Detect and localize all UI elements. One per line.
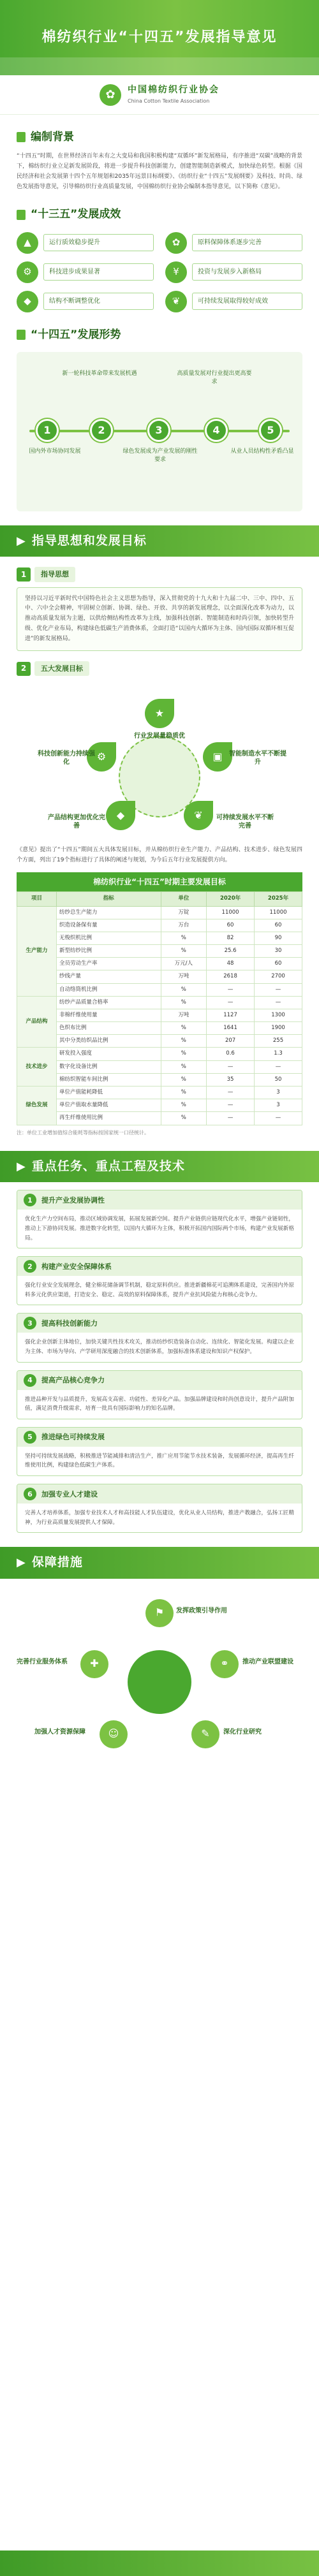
- table-cell: 万吨: [161, 1009, 207, 1021]
- goal-leaf-icon: ◆: [106, 801, 135, 830]
- cotton-logo-icon: ✿: [100, 84, 121, 106]
- arrow-icon: ▶: [17, 1159, 26, 1173]
- trend-text: 高质量发展对行业提出更高要求: [177, 370, 252, 385]
- table-header-cell: 指标: [57, 892, 161, 906]
- table-cell: —: [255, 996, 302, 1009]
- task-text: 优化生产力空间布局，推动区域协调发展，拓展发展新空间。提升产业链供应链现代化水平，增强产业链韧性，推动上下游协同发展。推进数字化转型，以国内大循环为主体，积极开拓国内国际两个市场，构建产业发展新格局。: [25, 1216, 294, 1241]
- task-card: [17, 1427, 302, 1476]
- goal-note-section: [0, 845, 319, 866]
- guiding-chip: [17, 567, 75, 582]
- goal-text: 行业发展量稳质优: [134, 733, 185, 740]
- table-cell: 255: [255, 1035, 302, 1048]
- task-text: 推进品种开发与品质提升，发展高支高密、功能性、差异化产品。加强品牌建设和时尚创意设计，提升产品附加值，满足消费升级需求，培育一批具有国际影响力的知名品牌。: [25, 1396, 294, 1412]
- page-title: 棉纺织行业“十四五”发展指导意见: [41, 29, 278, 45]
- goal-text: 科技创新能力持续强化: [38, 750, 95, 766]
- goal-leaf-icon: ❦: [184, 801, 213, 830]
- table-cell: 25.6: [207, 945, 255, 958]
- guiding-band: [0, 525, 319, 557]
- achievement-item: [17, 291, 154, 312]
- achievements-section: [0, 206, 319, 223]
- goals-diagram: [17, 686, 302, 845]
- goal-text: 产品结构更加优化完善: [48, 814, 105, 830]
- table-cell: 1300: [255, 1009, 302, 1021]
- table-cell: 11000: [207, 906, 255, 919]
- table-cell: 60: [255, 919, 302, 932]
- task-number: 4: [24, 1374, 36, 1387]
- table-cell: 纺纱总生产能力: [57, 906, 161, 919]
- table-cell: 1641: [207, 1022, 255, 1035]
- leaf-icon: ❦: [165, 291, 187, 312]
- task-title: 提高产品核心竞争力: [41, 1376, 105, 1385]
- table-cell: 棉纺织智能车间比例: [57, 1073, 161, 1086]
- table-row: [17, 996, 302, 1009]
- table-cell: 207: [207, 1035, 255, 1048]
- table-cell: 万吨: [161, 970, 207, 983]
- table-cell: 无梭织机比例: [57, 932, 161, 944]
- table-cell: 全员劳动生产率: [57, 958, 161, 970]
- table-row: [17, 1073, 302, 1086]
- goal-text: 可持续发展水平不断完善: [216, 814, 274, 830]
- measures-diagram: [17, 1586, 302, 1778]
- measure-icon: ⚑: [145, 1599, 174, 1627]
- task-text: 完善人才培养体系，加强专业技术人才和高技能人才队伍建设，优化从业人员结构，推进产教融合，弘扬工匠精神，为行业高质量发展提供人才保障。: [25, 1510, 294, 1526]
- table-title: 棉纺织行业“十四五”时期主要发展目标: [17, 872, 302, 892]
- achievement-item: [165, 291, 302, 312]
- table-cell: 11000: [255, 906, 302, 919]
- table-cell: 2618: [207, 970, 255, 983]
- section-title: [17, 129, 302, 145]
- arrow-icon: ▶: [17, 1556, 26, 1570]
- achievement-label: 运行质效稳步提升: [43, 234, 154, 252]
- coin-icon: ¥: [165, 261, 187, 283]
- table-header-cell: 2025年: [255, 892, 302, 906]
- table-cell: —: [207, 1099, 255, 1112]
- logo-cn: 中国棉纺织行业协会: [128, 85, 219, 96]
- table-row: [17, 945, 302, 958]
- table-row: [17, 919, 302, 932]
- achievement-label: 投资与发展步入新格局: [192, 263, 302, 281]
- table-cell: %: [161, 1048, 207, 1060]
- trend-node: 1: [36, 419, 59, 442]
- task-header: [17, 1371, 302, 1390]
- structure-icon: ◆: [17, 291, 38, 312]
- table-cell: %: [161, 1060, 207, 1073]
- task-number: 5: [24, 1431, 36, 1444]
- trend-text: 国内外市场协同发展: [29, 448, 81, 455]
- table-cell: 3: [255, 1086, 302, 1099]
- table-row: [17, 1060, 302, 1073]
- measures-band: [0, 1547, 319, 1578]
- measures-center-circle: [128, 1650, 191, 1714]
- measure-text: 深化行业研究: [223, 1728, 262, 1736]
- gear-icon: ⚙: [17, 261, 38, 283]
- chart-icon: ▲: [17, 232, 38, 254]
- task-card: [17, 1256, 302, 1305]
- task-number: 2: [24, 1260, 36, 1273]
- hero-banner: [0, 0, 319, 75]
- table-cell: 色织布比例: [57, 1022, 161, 1035]
- guiding-text: 坚持以习近平新时代中国特色社会主义思想为指导，深入贯彻党的十九大和十九届二中、三中、四中、五中、六中全会精神，牢固树立创新、协调、绿色、开放、共享的新发展理念，以全面深化改革为动力，以推动高质量发展为主题，以供给侧结构性改革为主线，加强科技创新、智能制造和时尚引领，加快转型升级、优化产业布局，构建绿色低碳生产消费体系，全面打造“以国内大循环为主体、国内国际双循环相互促进”的新发展格局。: [25, 595, 294, 642]
- kpi-table: [17, 891, 302, 1125]
- table-cell: %: [161, 945, 207, 958]
- task-title: 构建产业安全保障体系: [41, 1262, 112, 1271]
- logo-en: China Cotton Textile Association: [128, 98, 210, 105]
- table-cell: 50: [255, 1073, 302, 1086]
- trend-text: 从业人员结构性矛盾凸显: [230, 448, 294, 455]
- measure-text: 推动产业联盟建设: [242, 1658, 293, 1665]
- table-cell: %: [161, 1035, 207, 1048]
- table-cell: 0.6: [207, 1048, 255, 1060]
- table-row: [17, 932, 302, 944]
- table-cell: —: [255, 983, 302, 996]
- measure-icon: ✎: [191, 1720, 219, 1748]
- table-row: [17, 1048, 302, 1060]
- table-row: [17, 1035, 302, 1048]
- task-number: 6: [24, 1488, 36, 1500]
- chip-label: 指导思想: [34, 567, 75, 582]
- goal-text: 智能制造水平不断提升: [229, 750, 286, 766]
- trend-text: 新一轮科技革命带来发展机遇: [62, 370, 137, 377]
- goal-leaf-icon: ★: [145, 699, 174, 728]
- task-title: 提升产业发展协调性: [41, 1196, 105, 1204]
- trends-title: “十四五”发展形势: [31, 328, 121, 341]
- achievement-label: 科技进步成果显著: [43, 263, 154, 281]
- table-cell: 82: [207, 932, 255, 944]
- measures-band-title: 保障措施: [31, 1555, 83, 1570]
- table-cell: %: [161, 1112, 207, 1125]
- logo-text: [128, 84, 219, 105]
- goals-chip: [17, 661, 89, 676]
- table-row: [17, 1099, 302, 1112]
- cotton-icon: ✿: [165, 232, 187, 254]
- table-cell: %: [161, 983, 207, 996]
- title-bar-icon: [17, 210, 26, 220]
- table-row: [17, 958, 302, 970]
- table-cell: 2700: [255, 970, 302, 983]
- task-number: 3: [24, 1317, 36, 1329]
- table-note: 注：单位工业增加值综合能耗等指标按国家统一口径统计。: [17, 1129, 149, 1136]
- table-cell: —: [207, 1112, 255, 1125]
- task-title: 提高科技创新能力: [41, 1319, 98, 1328]
- table-category-cell: 技术进步: [17, 1048, 57, 1087]
- measure-icon: ✚: [80, 1650, 108, 1678]
- table-cell: 自动络筒机比例: [57, 983, 161, 996]
- measure-text: 发挥政策引导作用: [176, 1607, 227, 1614]
- task-header: [17, 1257, 302, 1276]
- table-cell: 非棉纤维使用量: [57, 1009, 161, 1021]
- section-title: [17, 206, 302, 223]
- measure-icon: ☺: [100, 1720, 128, 1748]
- table-category-cell: 产品结构: [17, 996, 57, 1048]
- table-row: [17, 906, 302, 919]
- task-card: [17, 1484, 302, 1533]
- table-cell: %: [161, 1022, 207, 1035]
- task-card: [17, 1370, 302, 1419]
- goal-leaf-icon: ⚙: [87, 742, 116, 772]
- table-category-cell: 绿色发展: [17, 1086, 57, 1125]
- table-row: [17, 1009, 302, 1021]
- title-bar-icon: [17, 330, 26, 340]
- achievement-label: 结构不断调整优化: [43, 293, 154, 311]
- task-header: [17, 1190, 302, 1210]
- table-cell: 万台: [161, 919, 207, 932]
- table-cell: 1900: [255, 1022, 302, 1035]
- trends-timeline: [17, 352, 302, 511]
- footer-band: [0, 2550, 319, 2576]
- goal-note: 《意见》提出了“十四五”期间五大具体发展目标，并从棉纺织行业生产能力、产品结构、技术进步、绿色发展四个方面，列出了19个指标进行了具体的阐述与规划，为今后五年行业发展提供方向。: [17, 847, 302, 864]
- table-cell: —: [207, 1086, 255, 1099]
- trend-text: 绿色发展成为产业发展的刚性要求: [122, 448, 198, 463]
- table-cell: —: [255, 1112, 302, 1125]
- achievement-label: 可持续发展取得较好成效: [192, 293, 302, 311]
- table-row: [17, 1022, 302, 1035]
- table-cell: 研发投入强度: [57, 1048, 161, 1060]
- task-header: [17, 1484, 302, 1504]
- table-cell: 纱线产量: [57, 970, 161, 983]
- guiding-band-title: 指导思想和发展目标: [31, 534, 147, 548]
- achievements-grid: [17, 232, 302, 312]
- table-cell: 织造设备保有量: [57, 919, 161, 932]
- task-header: [17, 1314, 302, 1333]
- table-header-row: [17, 892, 302, 906]
- tasks-band-title: 重点任务、重点工程及技术: [31, 1159, 185, 1173]
- task-header: [17, 1428, 302, 1447]
- achievements-title: “十三五”发展成效: [31, 208, 121, 221]
- measure-text: 加强人才资源保障: [34, 1728, 85, 1736]
- background-text: “十四五”时期，在世界经济百年未有之大变局和我国积极构建“双循环”新发展格局，有序推进“双碳”战略的背景下，棉纺织行业立足新发展阶段，将进一步提升科技创新能力，创建智能制造新模式，加快绿色转型。根据《国民经济和社会发展第十四个五年规划和2035年远景目标纲要》、《纺织行业“十四五”发展纲要》及科技、时尚、绿色发展指导意见，引导棉纺织行业高质量发展，中国棉纺织行业协会编制本指导意见，以下简称《意见》。: [17, 153, 302, 190]
- table-row: [17, 1112, 302, 1125]
- table-cell: 新型纺纱比例: [57, 945, 161, 958]
- association-logo: [0, 75, 319, 115]
- goal-leaf-icon: ▣: [203, 742, 232, 772]
- table-cell: 1127: [207, 1009, 255, 1021]
- chip-number: 2: [17, 662, 31, 676]
- table-cell: %: [161, 1086, 207, 1099]
- trend-node: 2: [90, 419, 113, 442]
- chip-number: 1: [17, 567, 31, 582]
- achievement-item: [165, 232, 302, 254]
- trend-node: 4: [205, 419, 228, 442]
- table-cell: —: [207, 983, 255, 996]
- arrow-icon: ▶: [17, 534, 26, 548]
- table-cell: —: [207, 1060, 255, 1073]
- table-cell: 60: [255, 958, 302, 970]
- trend-node: 5: [259, 419, 282, 442]
- table-row: [17, 1086, 302, 1099]
- achievement-item: [17, 261, 154, 283]
- table-body: [17, 906, 302, 1125]
- table-header-cell: 单位: [161, 892, 207, 906]
- table-header-cell: 项目: [17, 892, 57, 906]
- trend-node: 3: [147, 419, 170, 442]
- table-cell: 35: [207, 1073, 255, 1086]
- table-cell: %: [161, 932, 207, 944]
- table-cell: 60: [207, 919, 255, 932]
- measure-text: 完善行业服务体系: [17, 1658, 68, 1665]
- table-row: [17, 983, 302, 996]
- table-cell: 48: [207, 958, 255, 970]
- guiding-box: [17, 587, 302, 652]
- table-cell: 30: [255, 945, 302, 958]
- achievement-label: 原料保障体系逐步完善: [192, 234, 302, 252]
- table-cell: 单位产值能耗降低: [57, 1086, 161, 1099]
- chip-label: 五大发展目标: [34, 661, 89, 676]
- table-cell: 单位产值取水量降低: [57, 1099, 161, 1112]
- table-cell: —: [207, 996, 255, 1009]
- task-card: [17, 1313, 302, 1362]
- table-cell: —: [255, 1060, 302, 1073]
- achievement-item: [165, 261, 302, 283]
- task-text: 强化企业创新主体地位，加快关键共性技术攻关，推动纺纱织造装备自动化、连续化、智能化发展。构建以企业为主体、市场为导向、产学研用深度融合的技术创新体系，加强标准体系建设和知识产权保护。: [25, 1339, 294, 1355]
- tasks-list: [0, 1190, 319, 1533]
- table-cell: 其中分类纺织品比例: [57, 1035, 161, 1048]
- background-section: [0, 129, 319, 192]
- table-cell: 1.3: [255, 1048, 302, 1060]
- table-cell: %: [161, 1099, 207, 1112]
- task-card: [17, 1190, 302, 1248]
- tasks-band: [0, 1151, 319, 1182]
- title-bar-icon: [17, 132, 26, 142]
- table-row: [17, 970, 302, 983]
- table-cell: 万元/人: [161, 958, 207, 970]
- task-number: 1: [24, 1194, 36, 1206]
- table-cell: 再生纤维使用比例: [57, 1112, 161, 1125]
- task-text: 坚持可持续发展战略，积极推进节能减排和清洁生产，推广应用节能节水技术装备，发展循环经济，提高再生纤维使用比例，构建绿色低碳生产体系。: [25, 1453, 294, 1469]
- table-cell: 90: [255, 932, 302, 944]
- task-text: 强化行业安全发展理念，健全棉花储备调节机制，稳定原料供应。推进新疆棉花可追溯体系建设，完善国内外原料多元化供应渠道，打造安全、稳定、高效的原料保障体系，提升产业抗风险能力和核心竞争力。: [25, 1282, 294, 1298]
- table-cell: 3: [255, 1099, 302, 1112]
- background-title: 编制背景: [31, 131, 74, 143]
- section-title: [17, 326, 302, 343]
- achievement-item: [17, 232, 154, 254]
- table-cell: 纺纱产品质量合格率: [57, 996, 161, 1009]
- table-cell: 数字化设备比例: [57, 1060, 161, 1073]
- hero-band: [0, 57, 319, 75]
- task-title: 加强专业人才建设: [41, 1489, 98, 1498]
- measure-icon: ⚭: [211, 1650, 239, 1678]
- table-cell: %: [161, 996, 207, 1009]
- task-title: 推进绿色可持续发展: [41, 1433, 105, 1442]
- table-header-cell: 2020年: [207, 892, 255, 906]
- table-cell: %: [161, 1073, 207, 1086]
- table-cell: 万锭: [161, 906, 207, 919]
- table-category-cell: 生产能力: [17, 906, 57, 996]
- trends-section: [0, 326, 319, 343]
